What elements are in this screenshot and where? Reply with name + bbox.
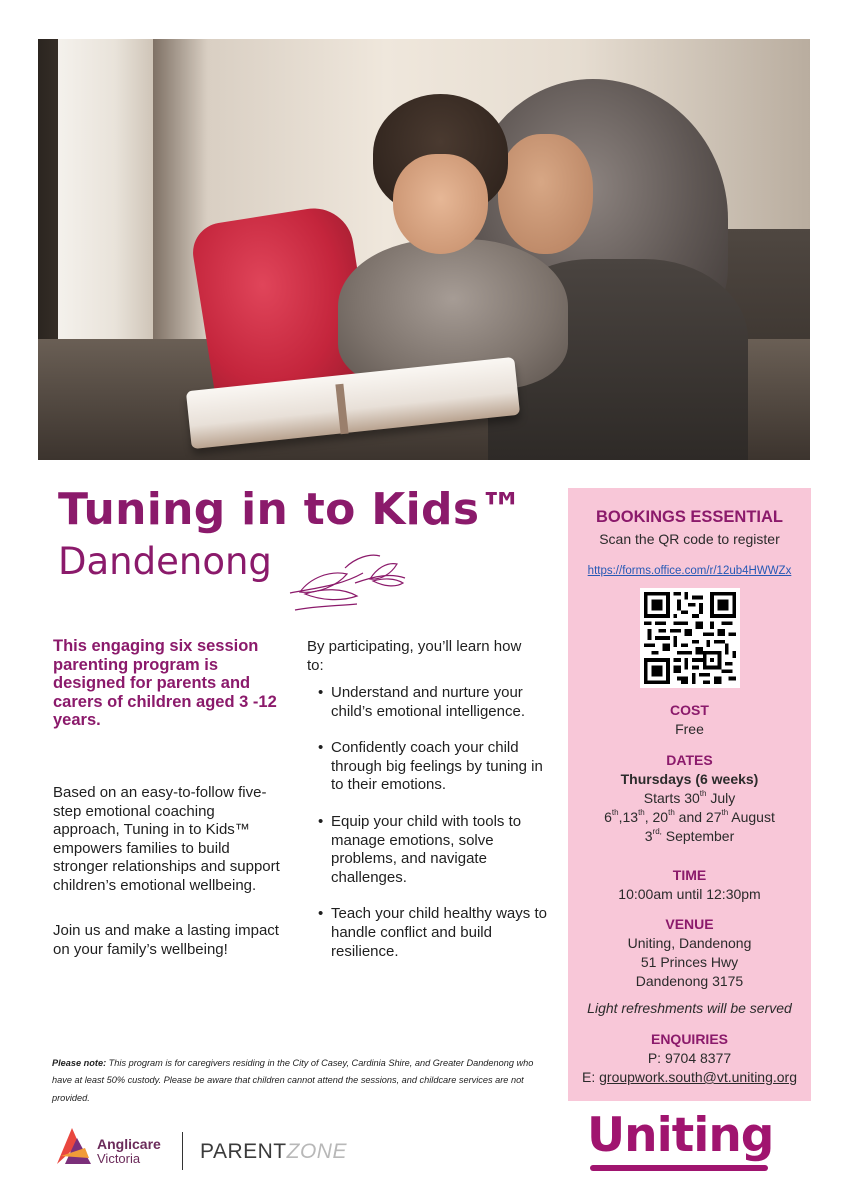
refreshments-note: Light refreshments will be served bbox=[587, 1000, 792, 1016]
child-face bbox=[393, 154, 488, 254]
time-value: 10:00am until 12:30pm bbox=[618, 886, 761, 902]
page-title: Tuning in to Kids™ bbox=[58, 484, 524, 535]
booking-panel bbox=[568, 488, 811, 1101]
list-item-text: Teach your child healthy ways to handle conflict and build resilience. bbox=[331, 905, 547, 960]
anglicare-region: Victoria bbox=[97, 1151, 141, 1166]
qr-code-icon[interactable] bbox=[640, 588, 740, 688]
enquiries-email-link[interactable]: groupwork.south@vt.uniting.org bbox=[599, 1069, 797, 1085]
scan-instructions: Scan the QR code to register bbox=[599, 531, 780, 547]
learn-list bbox=[318, 684, 550, 979]
description-paragraph: Based on an easy-to-follow five-step emotional coaching approach, Tuning in to Kids™ empowers families to build stronger relationships and support children’s emotional wellbeing. bbox=[53, 784, 280, 894]
please-note: Please note: This program is for caregivers residing in the City of Casey, Cardinia Shire, and Greater Dandenong who have at least 50% custody. Please be aware that children cannot attend the sessions, and childcare services are not provided. bbox=[52, 1058, 534, 1103]
uniting-underline bbox=[590, 1165, 768, 1171]
list-item bbox=[318, 739, 550, 795]
cost-label: COST bbox=[670, 702, 709, 718]
venue-label: VENUE bbox=[665, 916, 714, 932]
bullet-icon: • bbox=[318, 905, 324, 923]
venue-line: Uniting, Dandenong bbox=[627, 935, 752, 951]
mother-face bbox=[498, 134, 593, 254]
bullet-icon: • bbox=[318, 684, 324, 701]
enquiries-label: ENQUIRIES bbox=[650, 1031, 728, 1047]
uniting-logo: Uniting bbox=[587, 1108, 774, 1163]
bookings-title: BOOKINGS ESSENTIAL bbox=[595, 508, 784, 526]
enquiries-phone: P: 9704 8377 bbox=[647, 1050, 732, 1066]
window-light bbox=[58, 39, 153, 369]
list-item bbox=[318, 905, 550, 961]
list-item-text: Understand and nurture your child’s emotional intelligence. bbox=[331, 684, 526, 720]
dates-start: Starts 30th July bbox=[643, 789, 736, 806]
dates-weekday: Thursdays (6 weeks) bbox=[620, 771, 759, 787]
time-label: TIME bbox=[672, 867, 707, 883]
learn-lead-text: By participating, you’ll learn how to: bbox=[307, 638, 522, 674]
dates-august: 6th,13th, 20th and 27th August bbox=[604, 808, 775, 825]
list-item bbox=[318, 684, 550, 721]
anglicare-name: Anglicare bbox=[97, 1136, 161, 1152]
list-item-text: Confidently coach your child through big feelings by tuning in to their emotions. bbox=[331, 739, 543, 794]
anglicare-logo bbox=[55, 1126, 165, 1168]
page-subtitle: Dandenong bbox=[58, 540, 272, 583]
leaf-decoration-icon bbox=[285, 548, 410, 618]
bullet-icon: • bbox=[318, 739, 324, 757]
dates-september: $3^{rd,}$ September bbox=[644, 827, 735, 844]
anglicare-mark-icon bbox=[55, 1126, 93, 1166]
cost-value: Free bbox=[675, 721, 704, 737]
logo-divider bbox=[182, 1132, 183, 1170]
dates-label: DATES bbox=[666, 752, 713, 768]
registration-link[interactable]: https://forms.office.com/r/12ub4HWWZx bbox=[587, 565, 792, 577]
list-item bbox=[318, 813, 550, 887]
enquiries-email-row: E: groupwork.south@vt.uniting.org bbox=[582, 1069, 797, 1085]
bullet-icon: • bbox=[318, 812, 324, 830]
call-to-action-paragraph: Join us and make a lasting impact on your family’s wellbeing! bbox=[53, 922, 279, 958]
intro-text: This engaging six session parenting program is designed for parents and carers of children aged 3 -12 years. bbox=[53, 637, 277, 730]
venue-line: Dandenong 3175 bbox=[635, 973, 744, 989]
hero-photo bbox=[38, 39, 810, 460]
list-item-text: Equip your child with tools to manage emotions, solve problems, and navigate challenges. bbox=[331, 812, 522, 886]
venue-line: 51 Princes Hwy bbox=[640, 954, 739, 970]
parentzone-logo: PARENTZONE bbox=[200, 1140, 347, 1163]
